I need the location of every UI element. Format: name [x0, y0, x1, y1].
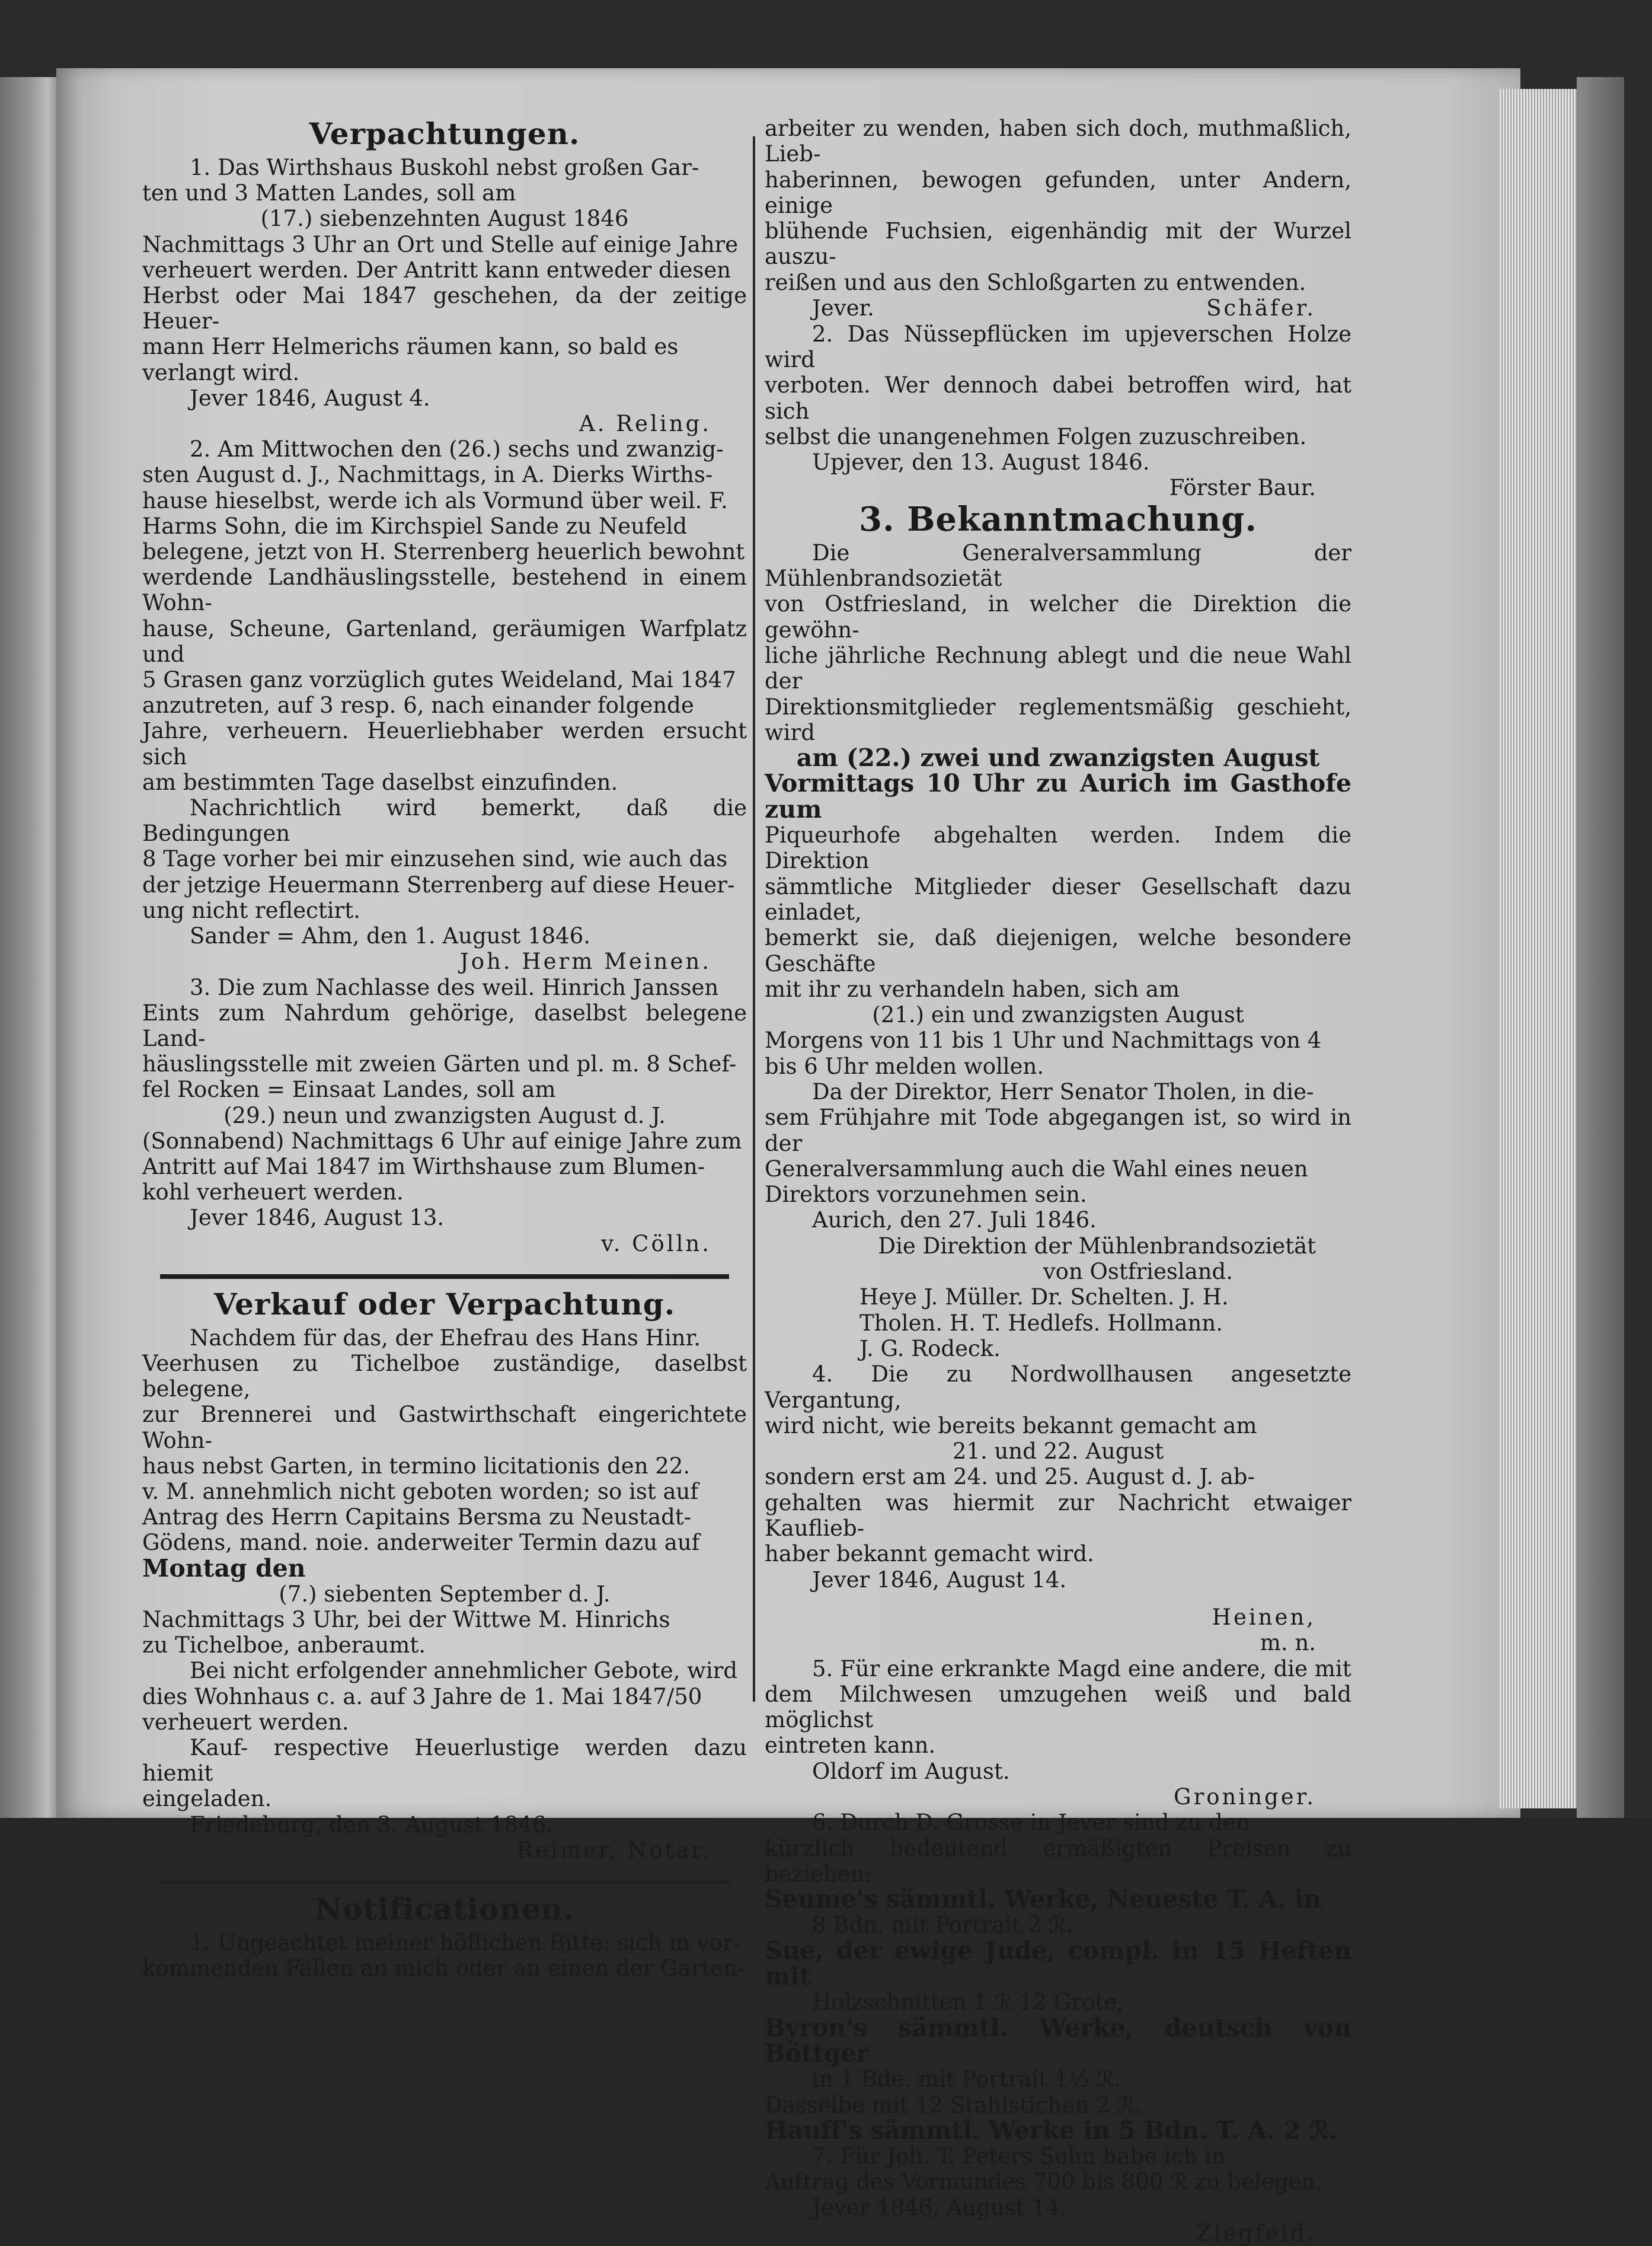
text-line: 1. Das Wirthshaus Buskohl nebst großen Gar-	[190, 155, 699, 180]
signature: Förster Baur.	[1169, 475, 1316, 501]
text-line: sten August d. J., Nachmittags, in A. Dierks Wirths-	[142, 462, 713, 488]
text-line: Morgens von 11 bis 1 Uhr und Nachmittags von 4	[765, 1028, 1322, 1054]
text-line: kohl verheuert werden.	[142, 1179, 404, 1205]
text-line: 6. Durch D. Grosse in Jever sind zu den	[812, 1810, 1250, 1836]
signature: J. G. Rodeck.	[859, 1335, 1001, 1361]
place-date-line: Oldorf im August.	[812, 1758, 1010, 1784]
text-line: haberinnen, bewogen gefunden, unter Andern, einige	[765, 167, 1351, 218]
text-line: Antrag des Herrn Capitains Bersma zu Neustadt-	[142, 1504, 692, 1530]
signature: Schäfer.	[1206, 295, 1316, 321]
text-line: fel Rocken = Einsaat Landes, soll am	[142, 1077, 556, 1103]
text-line: Nachmittags 3 Uhr, bei der Wittwe M. Hinrichs	[142, 1606, 670, 1632]
text-line: Piqueurhofe abgehalten werden. Indem die Direktion	[765, 822, 1351, 874]
place-line: Jever.	[812, 295, 874, 321]
text-line: 2. Das Nüssepflücken im upjeverschen Holze wird	[765, 321, 1351, 372]
text-line: häuslingsstelle mit zweien Gärten und pl. m. 8 Schef-	[142, 1051, 737, 1077]
date-line: (17.) siebenzehnten August 1846	[260, 206, 629, 232]
text-line: kürzlich bedeutend ermäßigten Preisen zu beziehen:	[765, 1835, 1351, 1887]
text-line: anzutreten, auf 3 resp. 6, nach einander folgende	[142, 693, 694, 719]
signature: Tholen. H. T. Hedlefs. Hollmann.	[859, 1310, 1223, 1336]
text-line: Eints zum Nahrdum gehörige, daselbst belegene Land-	[142, 1000, 747, 1051]
text-line: hause, Scheune, Gartenland, geräumigen Warfplatz und	[142, 615, 747, 667]
left-column	[142, 116, 747, 1981]
section-heading-verpachtungen: Verpachtungen.	[309, 116, 580, 151]
text-line: bis 6 Uhr melden wollen.	[765, 1053, 1044, 1079]
facing-page-edge	[0, 77, 59, 1818]
text-line: Harms Sohn, die im Kirchspiel Sande zu Neufeld	[142, 513, 688, 539]
signature: Die Direktion der Mühlenbrandsozietät	[878, 1233, 1316, 1259]
text-line: Direktors vorzunehmen sein.	[765, 1182, 1087, 1208]
place-date-line: Jever 1846, August 14.	[812, 1567, 1067, 1593]
text-line: sämmtliche Mitglieder dieser Gesellschaft dazu einladet,	[765, 873, 1351, 925]
text-line: 3. Die zum Nachlasse des weil. Hinrich Janssen	[190, 974, 719, 1000]
text-line: 1. Ungeachtet meiner höflichen Bitte: sich in vor-	[190, 1930, 741, 1955]
text-line: Antritt auf Mai 1847 im Wirthshause zum Blumen-	[142, 1153, 705, 1179]
signature: m. n.	[1260, 1630, 1316, 1656]
signature: A. Reling.	[579, 411, 711, 437]
book-offer: Sue, der ewige Jude, compl. in 15 Heften mit	[765, 1936, 1351, 1991]
text-line: belegene, jetzt von H. Sterrenberg heuerlich bewohnt	[142, 539, 745, 565]
date-line: am (22.) zwei und zwanzigsten August	[796, 744, 1320, 773]
text-line: arbeiter zu wenden, haben sich doch, muthmaßlich, Lieb-	[765, 116, 1351, 167]
text-line: 8 Tage vorher bei mir einzusehen sind, wie auch das	[142, 846, 728, 872]
text-line: werdende Landhäuslingsstelle, bestehend in einem Wohn-	[142, 564, 747, 616]
text-line: Gödens, mand. noie. anderweiter Termin dazu auf	[142, 1530, 700, 1556]
right-column	[765, 116, 1351, 2246]
place-date-line: Friedeburg, den 3. August 1846.	[190, 1811, 553, 1837]
text-line: Veerhusen zu Tichelboe zuständige, daselbst belegene,	[142, 1350, 747, 1402]
text-line: dem Milchwesen umzugehen weiß und bald möglichst	[765, 1681, 1351, 1733]
place-date-line: Upjever, den 13. August 1846.	[812, 449, 1150, 476]
text-line: eintreten kann.	[765, 1733, 936, 1759]
text-line: Generalversammlung auch die Wahl eines neuen	[765, 1156, 1308, 1182]
text-line: sondern erst am 24. und 25. August d. J. ab-	[765, 1464, 1255, 1490]
section-heading-notificationen: Notificationen.	[315, 1891, 574, 1926]
text-line: sem Frühjahre mit Tode abgegangen ist, so wird in der	[765, 1105, 1351, 1156]
text-line: zur Brennerei und Gastwirthschaft eingerichtete Wohn-	[142, 1402, 747, 1453]
text-line: von Ostfriesland, in welcher die Direktion die gewöhn-	[765, 591, 1351, 643]
signature: Reimer, Notar.	[516, 1837, 711, 1863]
date-line: (7.) siebenten September d. J.	[279, 1581, 611, 1607]
section-heading-bekanntmachung: 3. Bekanntmachung.	[859, 499, 1257, 539]
text-line: liche jährliche Rechnung ablegt und die neue Wahl der	[765, 642, 1351, 694]
text-line: hause hieselbst, werde ich als Vormund über weil. F.	[142, 487, 728, 513]
text-line: Holzschnitten 1 ℛ 12 Grote,	[812, 1989, 1124, 2015]
text-line: Bei nicht erfolgender annehmlicher Gebote, wird	[190, 1658, 738, 1684]
text-line: 4. Die zu Nordwollhausen angesetzte Vergantung,	[765, 1361, 1351, 1413]
section-rule	[160, 1881, 729, 1884]
text-line: verboten. Wer dennoch dabei betroffen wird, hat sich	[765, 372, 1351, 424]
book-offer: Byron's sämmtl. Werke, deutsch von Böttger	[765, 2013, 1351, 2068]
signature: Ziegfeld.	[1196, 2221, 1316, 2246]
text-line: mann Herr Helmerichs räumen kann, so bald es	[142, 334, 679, 360]
text-line: Dasselbe mit 12 Stahlstichen 2 ℛ.	[765, 2092, 1142, 2118]
text-line: verlangt wird.	[142, 359, 300, 385]
signature: v. Cölln.	[601, 1230, 711, 1256]
place-date-line: Sander = Ahm, den 1. August 1846.	[190, 923, 591, 949]
text-line: 8 Bdn. mit Portrait 2 ℛ.	[812, 1912, 1073, 1938]
text-line: blühende Fuchsien, eigenhändig mit der Wurzel auszu-	[765, 218, 1351, 270]
text-line: eingeladen.	[142, 1786, 272, 1812]
text-line: v. M. annehmlich nicht geboten worden; so ist auf	[142, 1478, 699, 1504]
text-line: 2. Am Mittwochen den (26.) sechs und zwanzig-	[190, 436, 724, 462]
text-line: selbst die unangenehmen Folgen zuzuschreiben.	[765, 423, 1307, 449]
page-block-edges	[1500, 89, 1583, 1808]
text-line: Herbst oder Mai 1847 geschehen, da der zeitige Heuer-	[142, 283, 747, 334]
text-line: (Sonnabend) Nachmittags 6 Uhr auf einige Jahre zum	[142, 1128, 742, 1154]
book-offer: Hauff's sämmtl. Werke in 5 Bdn. T. A. 2 ℛ.	[765, 2116, 1337, 2145]
text-line: Jahre, verheuern. Heuerliebhaber werden ersucht sich	[142, 718, 747, 770]
text-line: Nachmittags 3 Uhr an Ort und Stelle auf einige Jahre	[142, 231, 739, 257]
text-line: verheuert werden. Der Antritt kann entweder diesen	[142, 257, 731, 283]
text-line: 7. Für Joh. T. Peters Sohn habe ich in	[812, 2143, 1226, 2170]
text-line: wird nicht, wie bereits bekannt gemacht am	[765, 1412, 1257, 1438]
place-date-line: Jever 1846, August 14.	[812, 2194, 1067, 2221]
text-line: haber bekannt gemacht wird.	[765, 1541, 1094, 1567]
signature: Heye J. Müller. Dr. Schelten. J. H.	[859, 1284, 1229, 1310]
text-line: Die Generalversammlung der Mühlenbrandsozietät	[765, 540, 1351, 592]
text-line: bemerkt sie, daß diejenigen, welche besondere Geschäfte	[765, 925, 1351, 977]
book-offer: Seume's sämmtl. Werke, Neueste T. A. in	[765, 1885, 1322, 1914]
date-line: (29.) neun und zwanzigsten August d. J.	[223, 1102, 666, 1128]
text-line: Auftrag des Vormundes 700 bis 800 ℛ zu belegen.	[765, 2169, 1322, 2195]
signature: Groninger.	[1174, 1784, 1316, 1810]
text-line: reißen und aus den Schloßgarten zu entwenden.	[765, 269, 1306, 295]
text-line: ung nicht reflectirt.	[142, 897, 360, 923]
text-line: gehalten was hiermit zur Nachricht etwaiger Kauflieb-	[765, 1489, 1351, 1542]
text-line: Montag den	[142, 1553, 306, 1583]
text-line: Vormittags 10 Uhr zu Aurich im Gasthofe zum	[765, 769, 1351, 824]
date-line: (21.) ein und zwanzigsten August	[872, 1002, 1244, 1028]
text-line: Nachrichtlich wird bemerkt, daß die Bedingungen	[142, 795, 747, 847]
text-line: kommenden Fällen an mich oder an einen der Garten-	[142, 1955, 745, 1982]
text-line: Kauf- respective Heuerlustige werden dazu hiemit	[142, 1734, 747, 1786]
signature: Joh. Herm Meinen.	[459, 949, 711, 975]
text-line: haus nebst Garten, in termino licitationis den 22.	[142, 1453, 691, 1479]
text-line: 5 Grasen ganz vorzüglich gutes Weideland, Mai 1847	[142, 667, 736, 693]
text-line: verheuert werden.	[142, 1709, 349, 1735]
book-cover-edge	[1577, 77, 1624, 1818]
text-line: der jetzige Heuermann Sterrenberg auf diese Heuer-	[142, 872, 735, 898]
text-line: dies Wohnhaus c. a. auf 3 Jahre de 1. Mai 1847/50	[142, 1683, 702, 1709]
section-rule	[160, 1274, 729, 1279]
place-date-line: Aurich, den 27. Juli 1846.	[812, 1207, 1097, 1233]
text-line: Nachdem für das, der Ehefrau des Hans Hinr.	[190, 1325, 701, 1351]
text-line: zu Tichelboe, anberaumt.	[142, 1632, 426, 1658]
column-divider	[753, 136, 755, 1702]
text-line: am bestimmten Tage daselbst einzufinden.	[142, 769, 618, 795]
place-date-line: Jever 1846, August 4.	[190, 385, 430, 411]
date-line: 21. und 22. August	[952, 1438, 1164, 1465]
text-line: 5. Für eine erkrankte Magd eine andere, die mit	[812, 1655, 1351, 1682]
text-line: mit ihr zu verhandeln haben, sich am	[765, 976, 1180, 1002]
text-line: Da der Direktor, Herr Senator Tholen, in die-	[812, 1079, 1314, 1105]
section-heading-verkauf: Verkauf oder Verpachtung.	[213, 1286, 676, 1322]
signature: von Ostfriesland.	[1043, 1259, 1233, 1285]
text-line: ten und 3 Matten Landes, soll am	[142, 180, 516, 206]
text-line: Direktionsmitglieder reglementsmäßig geschieht, wird	[765, 694, 1351, 745]
signature: Heinen,	[1212, 1604, 1316, 1630]
text-line: in 1 Bde. mit Portrait 1½ ℛ.	[812, 2066, 1121, 2092]
place-date-line: Jever 1846, August 13.	[190, 1205, 445, 1231]
